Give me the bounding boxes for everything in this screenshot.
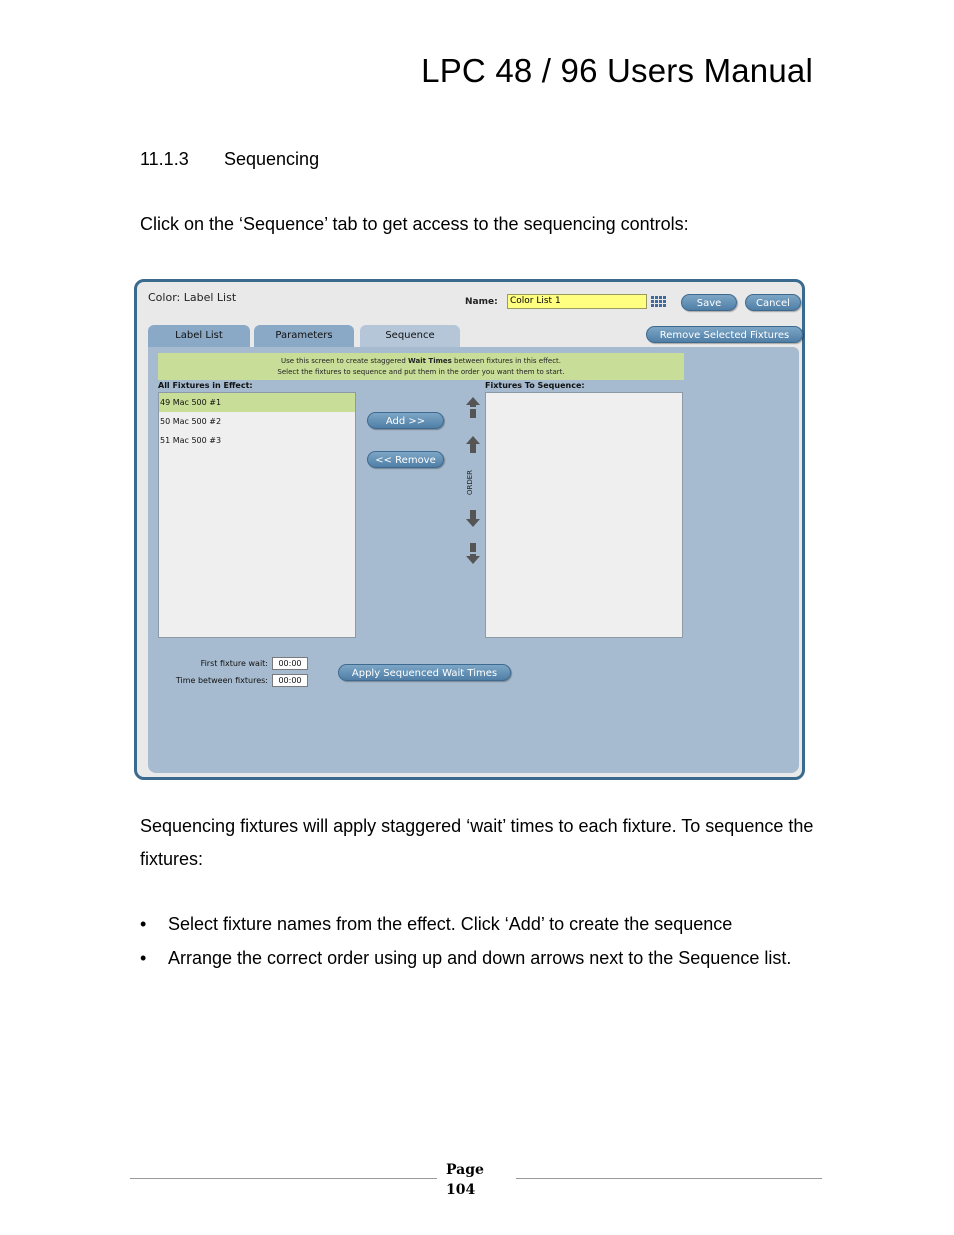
section-title: Sequencing: [224, 149, 320, 169]
window-title: Color: Label List: [148, 291, 237, 304]
banner-emphasis: Wait Times: [408, 357, 452, 365]
page-number: [446, 1160, 484, 1200]
banner-text: Select the fixtures to sequence and put them in the order you want them to start.: [277, 368, 565, 376]
cancel-button[interactable]: Cancel: [745, 294, 801, 311]
remove-button[interactable]: << Remove: [367, 451, 444, 468]
all-fixtures-label: All Fixtures in Effect:: [158, 381, 253, 390]
banner-text: Use this screen to create staggered: [280, 357, 409, 365]
time-between-fixtures-input[interactable]: 00:00: [272, 674, 308, 687]
fixtures-to-sequence-list[interactable]: [485, 392, 683, 638]
save-button[interactable]: Save: [681, 294, 737, 311]
remove-selected-fixtures-button[interactable]: Remove Selected Fixtures: [646, 326, 803, 343]
move-to-top-icon[interactable]: [466, 397, 480, 419]
sequence-panel: [148, 347, 799, 773]
page-number-value: 104: [446, 1182, 476, 1198]
list-item[interactable]: 50 Mac 500 #2: [160, 417, 222, 426]
apply-sequenced-wait-times-button[interactable]: Apply Sequenced Wait Times: [338, 664, 511, 681]
first-fixture-wait-input[interactable]: 00:00: [272, 657, 308, 670]
footer-divider: [516, 1178, 822, 1179]
keyboard-icon[interactable]: [650, 294, 668, 309]
move-down-icon[interactable]: [466, 510, 480, 528]
all-fixtures-list[interactable]: [158, 392, 356, 638]
instruction-list: [140, 908, 800, 976]
order-label: ORDER: [466, 469, 474, 495]
name-input[interactable]: Color List 1: [507, 294, 647, 309]
sequence-screen: [134, 279, 805, 780]
description-paragraph: Sequencing fixtures will apply staggered ‘wait’ times to each fixture. To sequence the fixtures:: [140, 816, 814, 869]
banner-text: between fixtures in this effect.: [451, 357, 562, 365]
list-item[interactable]: 49 Mac 500 #1: [159, 393, 355, 412]
section-number: 11.1.3: [140, 149, 189, 169]
document-title: LPC 48 / 96 Users Manual: [421, 52, 813, 89]
section-heading: [140, 149, 319, 170]
tab-sequence[interactable]: Sequence: [360, 325, 460, 347]
page-word: Page: [446, 1162, 484, 1178]
first-fixture-wait-label: First fixture wait:: [200, 659, 268, 668]
time-between-fixtures-label: Time between fixtures:: [175, 676, 268, 685]
move-to-bottom-icon[interactable]: [466, 543, 480, 565]
tab-parameters[interactable]: Parameters: [254, 325, 354, 347]
footer-divider: [130, 1178, 437, 1179]
list-item: • Select fixture names from the effect. Click ‘Add’ to create the sequence: [140, 908, 800, 941]
list-item: • Arrange the correct order using up and down arrows next to the Sequence list.: [140, 942, 800, 975]
move-up-icon[interactable]: [466, 436, 480, 454]
list-item[interactable]: 51 Mac 500 #3: [160, 436, 222, 445]
name-label: Name:: [465, 297, 498, 307]
intro-paragraph: Click on the ‘Sequence’ tab to get access to the sequencing controls:: [140, 214, 689, 234]
fixtures-to-sequence-label: Fixtures To Sequence:: [485, 381, 585, 390]
add-button[interactable]: Add >>: [367, 412, 444, 429]
tab-label-list[interactable]: Label List: [148, 325, 250, 347]
info-banner: [158, 353, 684, 380]
